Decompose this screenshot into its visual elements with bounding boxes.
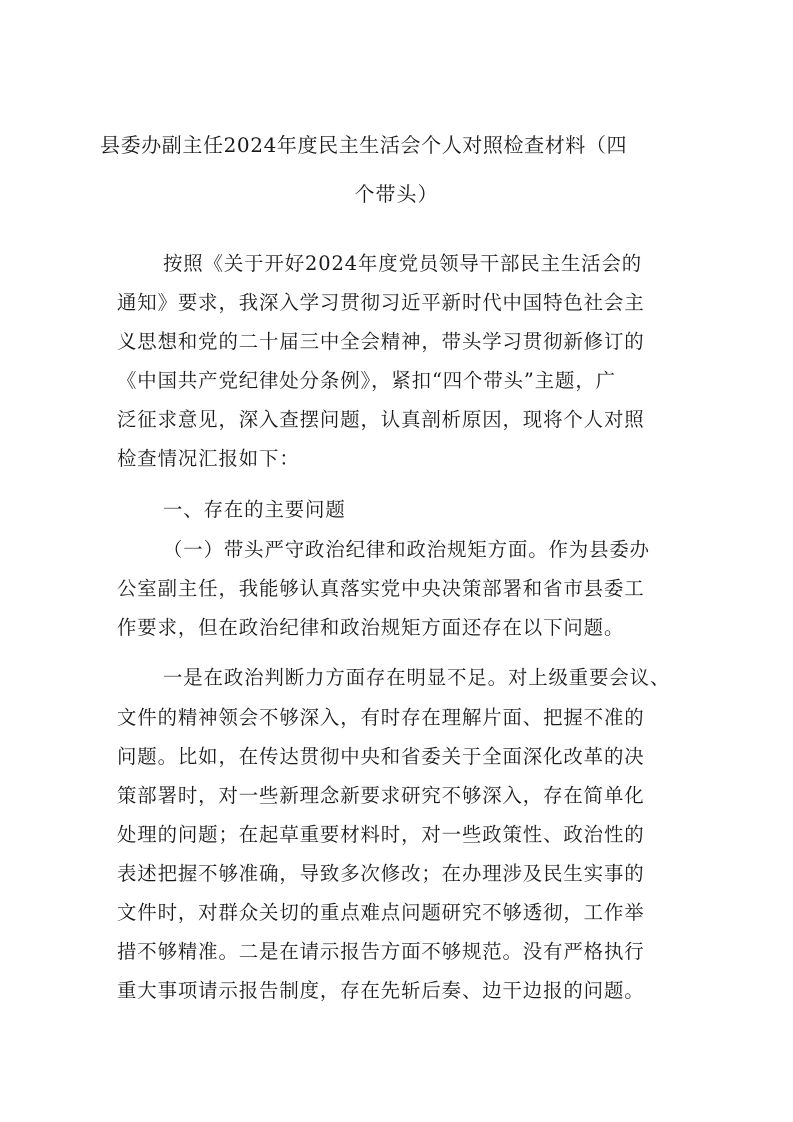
subsection-paragraph-line: 公室副主任，我能够认真落实党中央决策部署和省市县委工 bbox=[117, 577, 645, 600]
intro-paragraph-line: 通知》要求，我深入学习贯彻习近平新时代中国特色社会主 bbox=[117, 291, 645, 314]
body-paragraph-line: 处理的问题；在起草重要材料时，对一些政策性、政治性的 bbox=[117, 823, 645, 846]
body-paragraph-line: 文件时，对群众关切的重点难点问题研究不够透彻，工作举 bbox=[117, 901, 645, 924]
subsection-paragraph-line: （一）带头严守政治纪律和政治规矩方面。作为县委办 bbox=[163, 538, 650, 561]
body-paragraph-line: 文件的精神领会不够深入，有时存在理解片面、把握不准的 bbox=[117, 706, 645, 729]
body-paragraph-line: 重大事项请示报告制度，存在先斩后奏、边干边报的问题。 bbox=[117, 979, 645, 1002]
intro-paragraph-line: 按照《关于开好2024年度党员领导干部民主生活会的 bbox=[163, 252, 643, 275]
body-paragraph-line: 措不够精准。二是在请示报告方面不够规范。没有严格执行 bbox=[117, 940, 645, 963]
subsection-paragraph-line: 作要求，但在政治纪律和政治规矩方面还存在以下问题。 bbox=[117, 616, 625, 639]
intro-paragraph-line: 泛征求意见，深入查摆问题，认真剖析原因，现将个人对照 bbox=[117, 408, 645, 431]
body-paragraph-line: 表述把握不够准确，导致多次修改；在办理涉及民生实事的 bbox=[117, 862, 645, 885]
intro-paragraph-line: 检查情况汇报如下： bbox=[117, 447, 300, 470]
document-title-line-1: 县委办副主任2024年度民主生活会个人对照检查材料（四 bbox=[100, 133, 628, 157]
body-paragraph-line: 策部署时，对一些新理念新要求研究不够深入，存在简单化 bbox=[117, 784, 645, 807]
body-paragraph-line: 问题。比如，在传达贯彻中央和省委关于全面深化改革的决 bbox=[117, 745, 645, 768]
intro-paragraph-line: 义思想和党的二十届三中全会精神，带头学习贯彻新修订的 bbox=[117, 330, 645, 353]
intro-paragraph-line: 《中国共产党纪律处分条例》，紧扣“四个带头”主题，广 bbox=[117, 369, 616, 392]
document-title-line-2: 个带头） bbox=[354, 182, 439, 206]
body-paragraph-line: 一是在政治判断力方面存在明显不足。对上级重要会议、 bbox=[163, 666, 671, 689]
section-heading: 一、存在的主要问题 bbox=[163, 498, 346, 521]
